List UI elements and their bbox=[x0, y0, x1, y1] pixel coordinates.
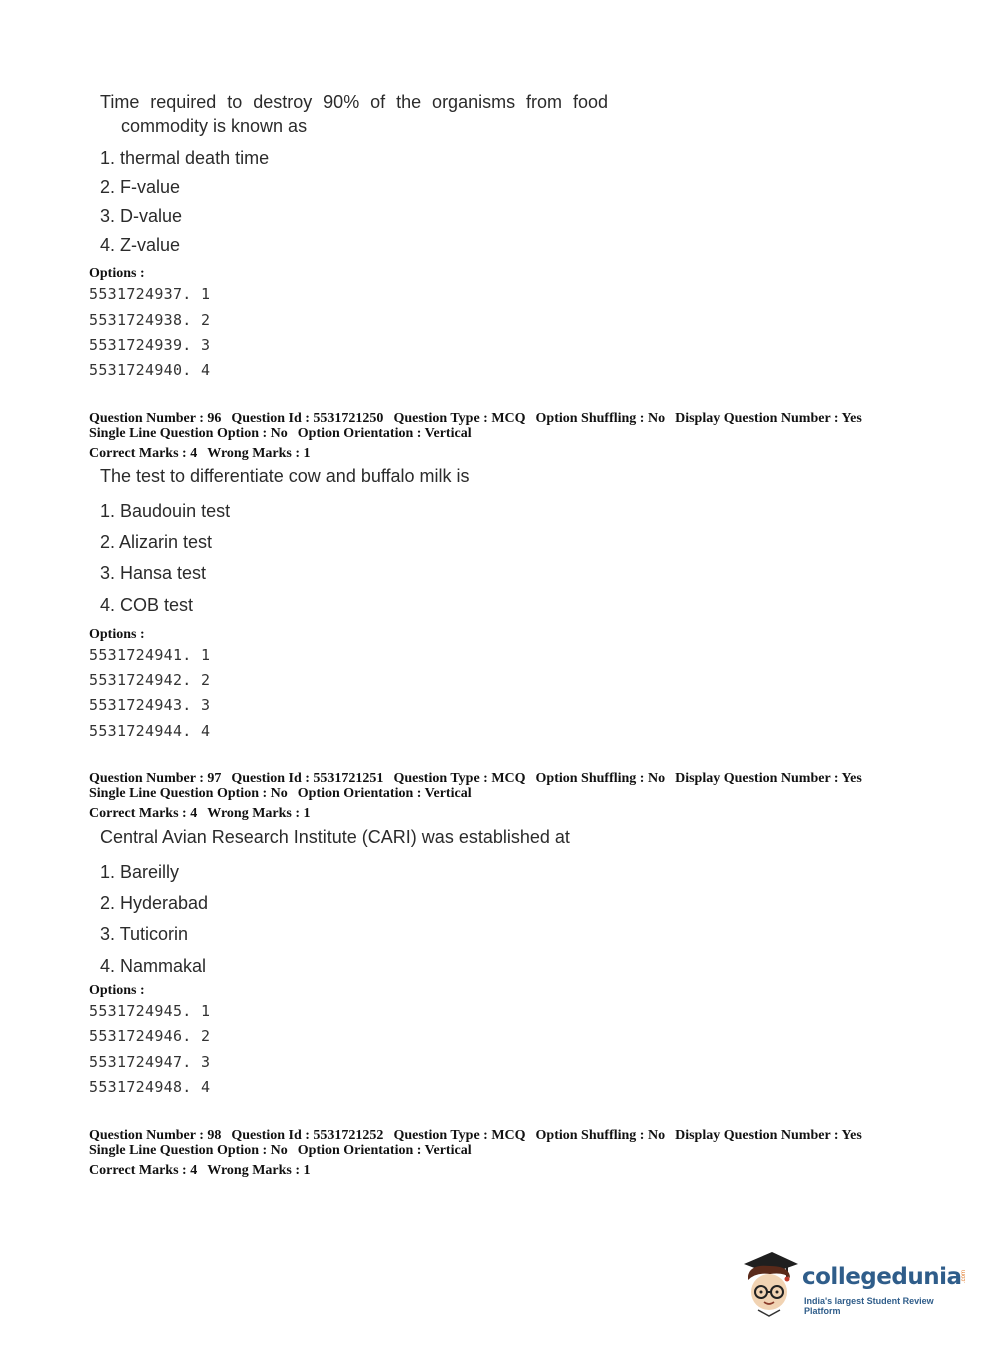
q97-single-line-option: Single Line Question Option : No bbox=[89, 786, 288, 801]
q96-option-id-1: 5531724941. 1 bbox=[89, 646, 211, 664]
q95-option-id-1: 5531724937. 1 bbox=[89, 285, 211, 303]
q96-single-line-option: Single Line Question Option : No bbox=[89, 426, 288, 441]
q96-option-id-3: 5531724943. 3 bbox=[89, 696, 211, 714]
q97-options-label: Options : bbox=[89, 983, 145, 998]
q97-choice-2: 2. Hyderabad bbox=[100, 893, 209, 913]
q98-meta-line1 bbox=[89, 1128, 872, 1143]
q98-wrong-marks: Wrong Marks : 1 bbox=[207, 1163, 311, 1178]
q98-single-line-option: Single Line Question Option : No bbox=[89, 1143, 288, 1158]
q95-choice-4: 4. Z-value bbox=[100, 235, 181, 255]
q95-question-line2: commodity is known as bbox=[121, 116, 308, 136]
q95-question-line1: Time required to destroy 90% of the organisms from food bbox=[100, 92, 608, 112]
q97-option-id-4: 5531724948. 4 bbox=[89, 1078, 211, 1096]
q97-choice-3: 3. Tuticorin bbox=[100, 924, 189, 944]
q98-question-type: Question Type : MCQ bbox=[393, 1128, 526, 1143]
q96-choice-3: 3. Hansa test bbox=[100, 563, 207, 583]
q97-option-id-3: 5531724947. 3 bbox=[89, 1053, 211, 1071]
q98-meta-line2 bbox=[89, 1143, 482, 1158]
logo-tagline: India's largest Student Review Platform bbox=[804, 1296, 934, 1316]
q96-question-type: Question Type : MCQ bbox=[393, 411, 526, 426]
q96-question-number: Question Number : 96 bbox=[89, 411, 222, 426]
q95-choice-3: 3. D-value bbox=[100, 206, 183, 226]
q96-display-number: Display Question Number : Yes bbox=[675, 411, 862, 426]
q97-correct-marks: Correct Marks : 4 bbox=[89, 806, 198, 821]
q97-question-type: Question Type : MCQ bbox=[393, 771, 526, 786]
q96-choice-2: 2. Alizarin test bbox=[100, 532, 213, 552]
q97-meta-line2 bbox=[89, 786, 482, 801]
q96-question-id: Question Id : 5531721250 bbox=[231, 411, 384, 426]
q96-choice-4: 4. COB test bbox=[100, 595, 194, 615]
q95-option-id-4: 5531724940. 4 bbox=[89, 361, 211, 379]
q98-marks bbox=[89, 1163, 321, 1178]
q96-option-orientation: Option Orientation : Vertical bbox=[297, 426, 472, 441]
q95-choice-2: 2. F-value bbox=[100, 177, 181, 197]
q97-display-number: Display Question Number : Yes bbox=[675, 771, 862, 786]
q96-question-text: The test to differentiate cow and buffalo milk is bbox=[100, 466, 470, 486]
q95-option-id-3: 5531724939. 3 bbox=[89, 336, 211, 354]
logo-name: collegedunia bbox=[802, 1264, 962, 1290]
q97-question-id: Question Id : 5531721251 bbox=[231, 771, 384, 786]
q96-wrong-marks: Wrong Marks : 1 bbox=[207, 446, 311, 461]
q96-correct-marks: Correct Marks : 4 bbox=[89, 446, 198, 461]
q95-options-label: Options : bbox=[89, 266, 145, 281]
q97-meta-line1 bbox=[89, 771, 872, 786]
q97-option-orientation: Option Orientation : Vertical bbox=[297, 786, 472, 801]
q96-meta-line2 bbox=[89, 426, 482, 441]
q96-option-id-2: 5531724942. 2 bbox=[89, 671, 211, 689]
q96-choice-1: 1. Baudouin test bbox=[100, 501, 231, 521]
q96-marks bbox=[89, 446, 321, 461]
q98-option-orientation: Option Orientation : Vertical bbox=[297, 1143, 472, 1158]
q97-marks bbox=[89, 806, 321, 821]
q97-option-id-2: 5531724946. 2 bbox=[89, 1027, 211, 1045]
q97-choice-4: 4. Nammakal bbox=[100, 956, 207, 976]
q98-display-number: Display Question Number : Yes bbox=[675, 1128, 862, 1143]
q98-correct-marks: Correct Marks : 4 bbox=[89, 1163, 198, 1178]
q95-option-id-2: 5531724938. 2 bbox=[89, 311, 211, 329]
collegedunia-logo bbox=[740, 1250, 970, 1320]
q97-option-id-1: 5531724945. 1 bbox=[89, 1002, 211, 1020]
q97-option-shuffling: Option Shuffling : No bbox=[535, 771, 666, 786]
q97-choice-1: 1. Bareilly bbox=[100, 862, 180, 882]
q98-option-shuffling: Option Shuffling : No bbox=[535, 1128, 666, 1143]
q97-question-text: Central Avian Research Institute (CARI) was established at bbox=[100, 827, 570, 847]
q98-question-id: Question Id : 5531721252 bbox=[231, 1128, 384, 1143]
q96-option-id-4: 5531724944. 4 bbox=[89, 722, 211, 740]
q96-option-shuffling: Option Shuffling : No bbox=[535, 411, 666, 426]
q95-choice-1: 1. thermal death time bbox=[100, 148, 270, 168]
q96-meta-line1 bbox=[89, 411, 872, 426]
q97-question-number: Question Number : 97 bbox=[89, 771, 222, 786]
logo-suffix: .com bbox=[961, 1270, 967, 1284]
mascot-graduate-icon bbox=[740, 1250, 800, 1318]
q97-wrong-marks: Wrong Marks : 1 bbox=[207, 806, 311, 821]
q98-question-number: Question Number : 98 bbox=[89, 1128, 222, 1143]
q96-options-label: Options : bbox=[89, 627, 145, 642]
